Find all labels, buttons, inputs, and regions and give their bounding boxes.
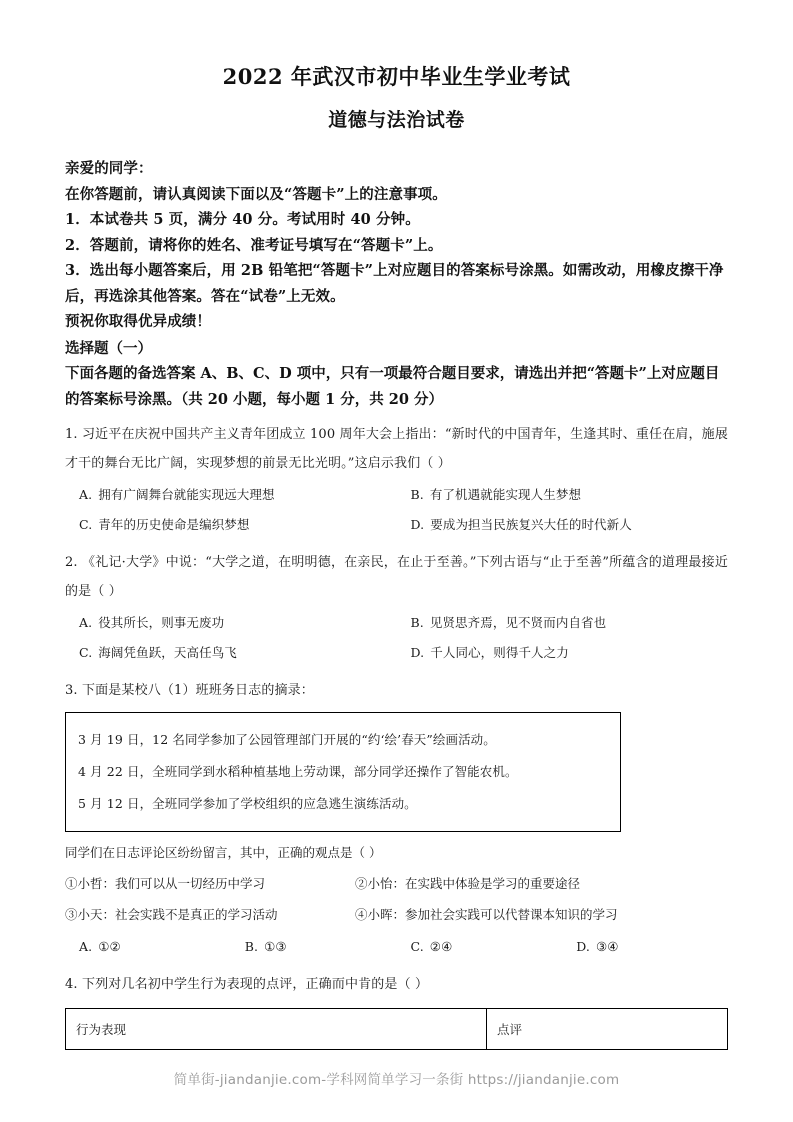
option-2-A-label: A. — [79, 615, 93, 630]
option-2-C-label: C. — [79, 645, 93, 660]
option-1-A-text: 拥有广阔舞台就能实现远大理想 — [98, 487, 275, 502]
view-item-4: ④小晖：参加社会实践可以代替课本知识的学习 — [355, 907, 618, 922]
class-journal-excerpt-box — [65, 712, 621, 832]
option-row — [65, 480, 728, 510]
question-1-stem: 1. 习近平在庆祝中国共产主义青年团成立 100 周年大会上指出：“新时代的中国青年，生逢其时、重任在肩，施展才干的舞台无比广阔，实现梦想的前景无比光明。”这启示我们（ ） — [65, 427, 728, 471]
question-1-options — [65, 480, 728, 540]
option-1-B-label: B. — [410, 487, 424, 502]
option-2-A[interactable] — [65, 608, 397, 638]
option-2-B[interactable] — [397, 608, 729, 638]
view-item-2: ②小怡：在实践中体验是学习的重要途径 — [355, 876, 581, 891]
option-row — [65, 510, 728, 540]
option-1-C-label: C. — [79, 517, 93, 532]
notice-item-1: 1．本试卷共 5 页，满分 40 分。考试用时 40 分钟。 — [65, 211, 420, 228]
view-item-3: ③小天：社会实践不是真正的学习活动 — [65, 907, 278, 922]
question-3-prompt: 同学们在日志评论区纷纷留言，其中，正确的观点是（ ） — [65, 845, 382, 860]
option-1-C-text: 青年的历史使命是编织梦想 — [98, 517, 250, 532]
view-row — [65, 868, 728, 899]
question-1 — [65, 420, 728, 540]
option-1-C[interactable] — [65, 510, 397, 540]
option-2-C-text: 海阔凭鱼跃，天高任鸟飞 — [98, 645, 237, 660]
notice-item-2: 2．答题前，请将你的姓名、准考证号填写在“答题卡”上。 — [65, 236, 443, 254]
option-2-D[interactable] — [397, 638, 729, 668]
option-1-A[interactable] — [65, 480, 397, 510]
option-2-B-text: 见贤思齐焉，见不贤而内自省也 — [429, 615, 607, 630]
notice-item-3: 3．选出每小题答案后，用 2B 铅笔把“答题卡”上对应题目的答案标号涂黑。如需改动，用橡皮擦干净后，再选涂其他答案。答在“试卷”上无效。 — [65, 262, 724, 305]
excerpt-line-2: 4 月 22 日，全班同学到水稻种植基地上劳动课，部分同学还操作了智能农机。 — [78, 764, 518, 779]
option-3-A-label: A. — [79, 939, 93, 954]
option-2-A-text: 役其所长，则事无废功 — [98, 615, 225, 630]
question-4-stem: 4. 下列对几名初中学生行为表现的点评，正确而中肯的是（ ） — [65, 977, 429, 992]
page-title: 2022 年武汉市初中毕业生学业考试 — [222, 64, 571, 89]
view-item-1: ①小哲：我们可以从一切经历中学习 — [65, 876, 266, 891]
option-3-D[interactable] — [562, 932, 728, 962]
notice-wish: 预祝你取得优异成绩！ — [65, 313, 211, 330]
footer-watermark: 简单街-jiandanjie.com-学科网简单学习一条街 https://jiandanjie.com — [173, 1072, 620, 1088]
option-2-B-label: B. — [410, 615, 424, 630]
question-4 — [65, 970, 728, 1050]
option-2-D-text: 千人同心，则得千人之力 — [430, 645, 569, 660]
option-2-C[interactable] — [65, 638, 397, 668]
table-header-comment: 点评 — [487, 1009, 728, 1050]
behavior-评-table — [65, 1008, 728, 1050]
option-1-D-label: D. — [410, 517, 425, 532]
option-3-A-text: ①② — [98, 939, 121, 954]
option-row — [65, 932, 728, 962]
option-3-C[interactable] — [397, 932, 563, 962]
notice-intro: 在你答题前，请认真阅读下面以及“答题卡”上的注意事项。 — [65, 185, 447, 203]
question-3-stem: 3. 下面是某校八（1）班班务日志的摘录： — [65, 683, 314, 698]
option-row — [65, 608, 728, 638]
option-3-B[interactable] — [231, 932, 397, 962]
question-3 — [65, 676, 728, 962]
excerpt-line-1: 3 月 19 日，12 名同学参加了公园管理部门开展的“约‘绘’春天”绘画活动。 — [78, 732, 496, 747]
view-row — [65, 899, 728, 930]
option-1-D-text: 要成为担当民族复兴大任的时代新人 — [430, 517, 632, 532]
table-header-behavior: 行为表现 — [66, 1009, 487, 1050]
question-2 — [65, 548, 728, 668]
question-2-options — [65, 608, 728, 668]
page-subtitle: 道德与法治试卷 — [328, 109, 465, 131]
option-3-C-label: C. — [410, 939, 424, 954]
notice-greeting: 亲爱的同学： — [65, 160, 153, 177]
table-row — [66, 1009, 728, 1050]
option-1-B-text: 有了机遇就能实现人生梦想 — [429, 487, 582, 502]
excerpt-line-3: 5 月 12 日，全班同学参加了学校组织的应急逃生演练活动。 — [78, 796, 417, 811]
option-3-D-text: ③④ — [596, 939, 619, 954]
question-3-options — [65, 932, 728, 962]
section-description: 下面各题的备选答案 A、B、C、D 项中，只有一项最符合题目要求，请选出并把“答题卡”上对应题目的答案标号涂黑。（共 20 小题，每小题 1 分，共 20 分） — [65, 365, 720, 408]
option-3-D-label: D. — [576, 939, 590, 954]
section-heading: 选择题（一） — [65, 339, 152, 357]
option-1-A-label: A. — [79, 487, 93, 502]
option-3-C-text: ②④ — [429, 939, 453, 954]
notice-block — [65, 156, 728, 335]
option-2-D-label: D. — [410, 645, 425, 660]
option-3-A[interactable] — [65, 932, 231, 962]
option-3-B-label: B. — [244, 939, 259, 954]
question-2-stem: 2. 《礼记·大学》中说：“大学之道，在明明德，在亲民，在止于至善。”下列古语与“止于至善”所蕴含的道理最接近的是（ ） — [65, 555, 728, 599]
option-1-D[interactable] — [397, 510, 729, 540]
option-1-B[interactable] — [397, 480, 729, 510]
option-row — [65, 638, 728, 668]
option-3-B-text: ①③ — [264, 939, 287, 954]
